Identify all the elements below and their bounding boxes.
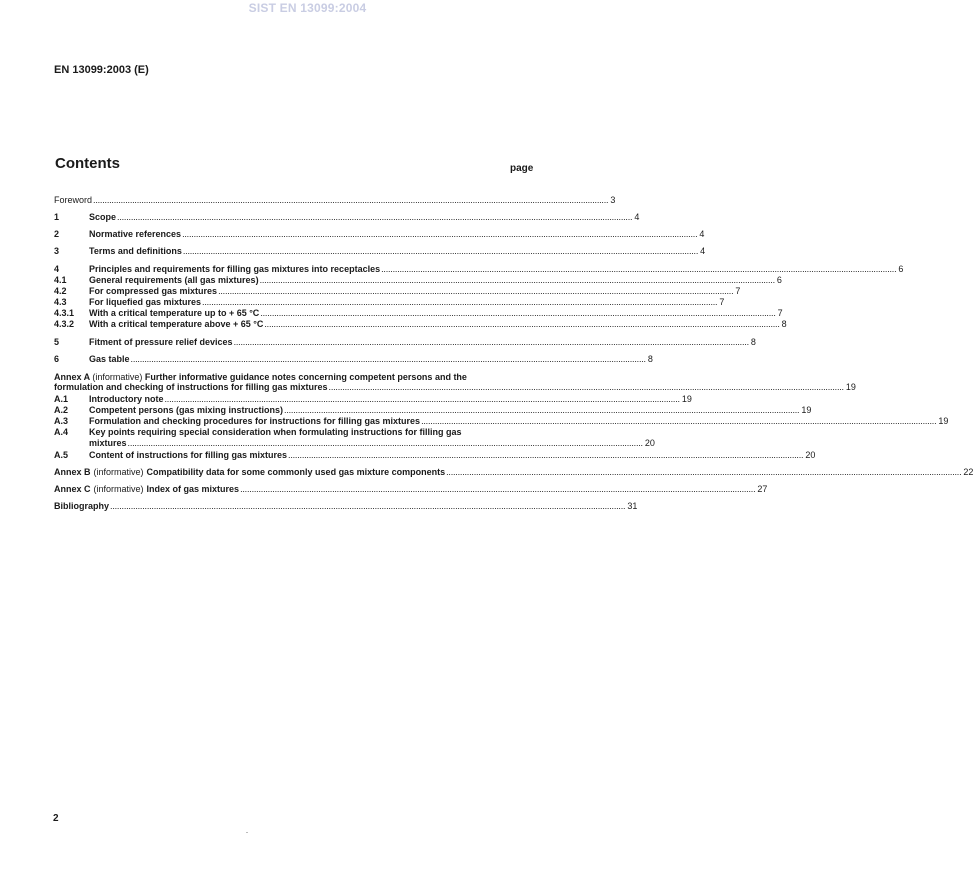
toc-entry-competent-persons[interactable] [54, 405, 812, 415]
toc-page: 4 [634, 212, 640, 222]
toc-page: 3 [610, 195, 616, 205]
toc-entry-critical-temp-up-to-65[interactable] [54, 308, 783, 318]
toc-title: General requirements (all gas mixtures) [89, 275, 259, 285]
toc-page: 19 [938, 416, 949, 426]
annex-informative: (informative) [92, 372, 143, 382]
toc-title: Index of gas mixtures [146, 484, 240, 494]
toc-title: Introductory note [89, 394, 164, 404]
toc-number: 4.3.2 [54, 319, 75, 329]
toc-page: 19 [681, 394, 692, 404]
toc-number: A.2 [54, 405, 69, 415]
toc-leader: ................................................................................................................................................................................................................................ [233, 337, 749, 347]
toc-entry-scope[interactable] [54, 212, 640, 222]
toc-title: Gas table [89, 354, 130, 364]
toc-leader: ................................................................................................................................................................................................................................ [240, 484, 756, 494]
toc-page: 27 [757, 484, 768, 494]
toc-leader: ................................................................................................................................................................................................................................ [130, 354, 646, 364]
toc-entry-general-requirements[interactable] [54, 275, 782, 285]
toc-number: 4.3.1 [54, 308, 75, 318]
toc-title: Normative references [89, 229, 182, 239]
page-column-label: page [510, 163, 534, 174]
toc-title: Principles and requirements for filling gas mixtures into receptacles [89, 264, 381, 274]
toc-leader: ................................................................................................................................................................................................................................ [260, 308, 776, 318]
toc-page: 8 [750, 337, 756, 347]
toc-title: Bibliography [54, 501, 110, 511]
toc-number: A.1 [54, 394, 69, 404]
toc-number: 3 [54, 246, 60, 256]
toc-page: 4 [700, 246, 706, 256]
toc-page: 7 [719, 297, 725, 307]
toc-page: 4 [699, 229, 705, 239]
toc-entry-annex-c[interactable] [54, 484, 768, 494]
toc-number: 2 [54, 229, 60, 239]
toc-entry-critical-temp-above-65[interactable] [54, 319, 787, 329]
toc-leader: ................................................................................................................................................................................................................................ [202, 297, 718, 307]
toc-title: With a critical temperature up to + 65 °C [89, 308, 260, 318]
annex-informative: (informative) [93, 484, 144, 494]
toc-leader: ................................................................................................................................................................................................................................ [381, 264, 897, 274]
toc-entry-key-points[interactable] [54, 427, 532, 437]
toc-entry-liquefied-gas[interactable] [54, 297, 725, 307]
toc-number: 4.1 [54, 275, 67, 285]
toc-title: Key points requiring special consideration when formulating instructions for filling gas [89, 427, 462, 437]
toc-entry-compressed-gas[interactable] [54, 286, 741, 296]
annex-label: Annex C [54, 484, 91, 494]
toc-page: 31 [627, 501, 638, 511]
toc-title: For liquefied gas mixtures [89, 297, 202, 307]
toc-title: Scope [89, 212, 117, 222]
toc-number: 6 [54, 354, 60, 364]
toc-entry-foreword[interactable] [54, 195, 616, 205]
annex-label: Annex A [54, 372, 90, 382]
watermark: SIST EN 13099:2004 [248, 1, 367, 15]
toc-leader: ................................................................................................................................................................................................................................ [328, 382, 844, 392]
toc-page: 22 [963, 467, 973, 477]
page-number: 2 [53, 813, 59, 824]
toc-title: Fitment of pressure relief devices [89, 337, 233, 347]
toc-entry-formulation-checking[interactable] [54, 416, 949, 426]
toc-leader: ................................................................................................................................................................................................................................ [110, 501, 626, 511]
toc-entry-key-points-line2[interactable] [54, 438, 655, 448]
annex-informative: (informative) [93, 467, 144, 477]
toc-leader: ................................................................................................................................................................................................................................ [421, 416, 937, 426]
toc-number: 4 [54, 264, 60, 274]
toc-leader: ................................................................................................................................................................................................................................ [93, 195, 609, 205]
toc-leader: ................................................................................................................................................................................................................................ [264, 319, 780, 329]
toc-entry-annex-b[interactable] [54, 467, 973, 477]
toc-page: 8 [647, 354, 653, 364]
toc-title: Compatibility data for some commonly used gas mixture components [146, 467, 446, 477]
toc-page: 19 [845, 382, 856, 392]
toc-leader: ................................................................................................................................................................................................................................ [218, 286, 734, 296]
toc-title: For compressed gas mixtures [89, 286, 218, 296]
toc-entry-bibliography[interactable] [54, 501, 638, 511]
toc-leader: ................................................................................................................................................................................................................................ [182, 229, 698, 239]
toc-entry-gas-table[interactable] [54, 354, 653, 364]
toc-number: 1 [54, 212, 60, 222]
toc-leader: ................................................................................................................................................................................................................................ [446, 467, 962, 477]
annex-label: Annex B [54, 467, 91, 477]
toc-entry-annex-a[interactable] [54, 372, 532, 382]
toc-page: 20 [644, 438, 655, 448]
annex-title-line1: Further informative guidance notes concerning competent persons and the [144, 372, 467, 382]
toc-entry-annex-a-line2[interactable] [54, 382, 856, 392]
toc-title: With a critical temperature above + 65 °C [89, 319, 264, 329]
toc-entry-pressure-relief[interactable] [54, 337, 756, 347]
toc-entry-normative-references[interactable] [54, 229, 705, 239]
toc-leader: ................................................................................................................................................................................................................................ [127, 438, 643, 448]
toc-leader: ................................................................................................................................................................................................................................ [117, 212, 633, 222]
annex-title-line2: formulation and checking of instructions for filling gas mixtures [54, 382, 328, 392]
toc-title: Foreword [54, 195, 93, 205]
toc-number: A.3 [54, 416, 69, 426]
toc-leader: ................................................................................................................................................................................................................................ [284, 405, 800, 415]
toc-number: A.5 [54, 450, 69, 460]
document-identifier: EN 13099:2003 (E) [54, 64, 149, 76]
toc-title: Competent persons (gas mixing instructions) [89, 405, 284, 415]
toc-title: Terms and definitions [89, 246, 182, 256]
toc-leader: ................................................................................................................................................................................................................................ [182, 246, 699, 256]
toc-number: 5 [54, 337, 60, 347]
toc-leader: ................................................................................................................................................................................................................................ [259, 275, 775, 285]
toc-title: Formulation and checking procedures for instructions for filling gas mixtures [89, 416, 421, 426]
toc-title: Content of instructions for filling gas mixtures [89, 450, 288, 460]
toc-entry-terms-and-definitions[interactable] [54, 246, 706, 256]
toc-page: 19 [801, 405, 812, 415]
toc-number: 4.2 [54, 286, 67, 296]
toc-leader: ................................................................................................................................................................................................................................ [164, 394, 680, 404]
toc-leader: ................................................................................................................................................................................................................................ [288, 450, 804, 460]
toc-page: 7 [777, 308, 783, 318]
toc-number: A.4 [54, 427, 69, 437]
toc-entry-introductory-note[interactable] [54, 394, 692, 404]
contents-heading: Contents [55, 155, 120, 172]
toc-page: 8 [781, 319, 787, 329]
toc-title-line2: mixtures [89, 438, 127, 448]
toc-page: 6 [776, 275, 782, 285]
scan-speck [246, 832, 248, 833]
toc-page: 7 [735, 286, 741, 296]
toc-page: 6 [898, 264, 904, 274]
toc-number: 4.3 [54, 297, 67, 307]
toc-entry-content-of-instructions[interactable] [54, 450, 816, 460]
toc-entry-principles[interactable] [54, 264, 904, 274]
toc-page: 20 [805, 450, 816, 460]
